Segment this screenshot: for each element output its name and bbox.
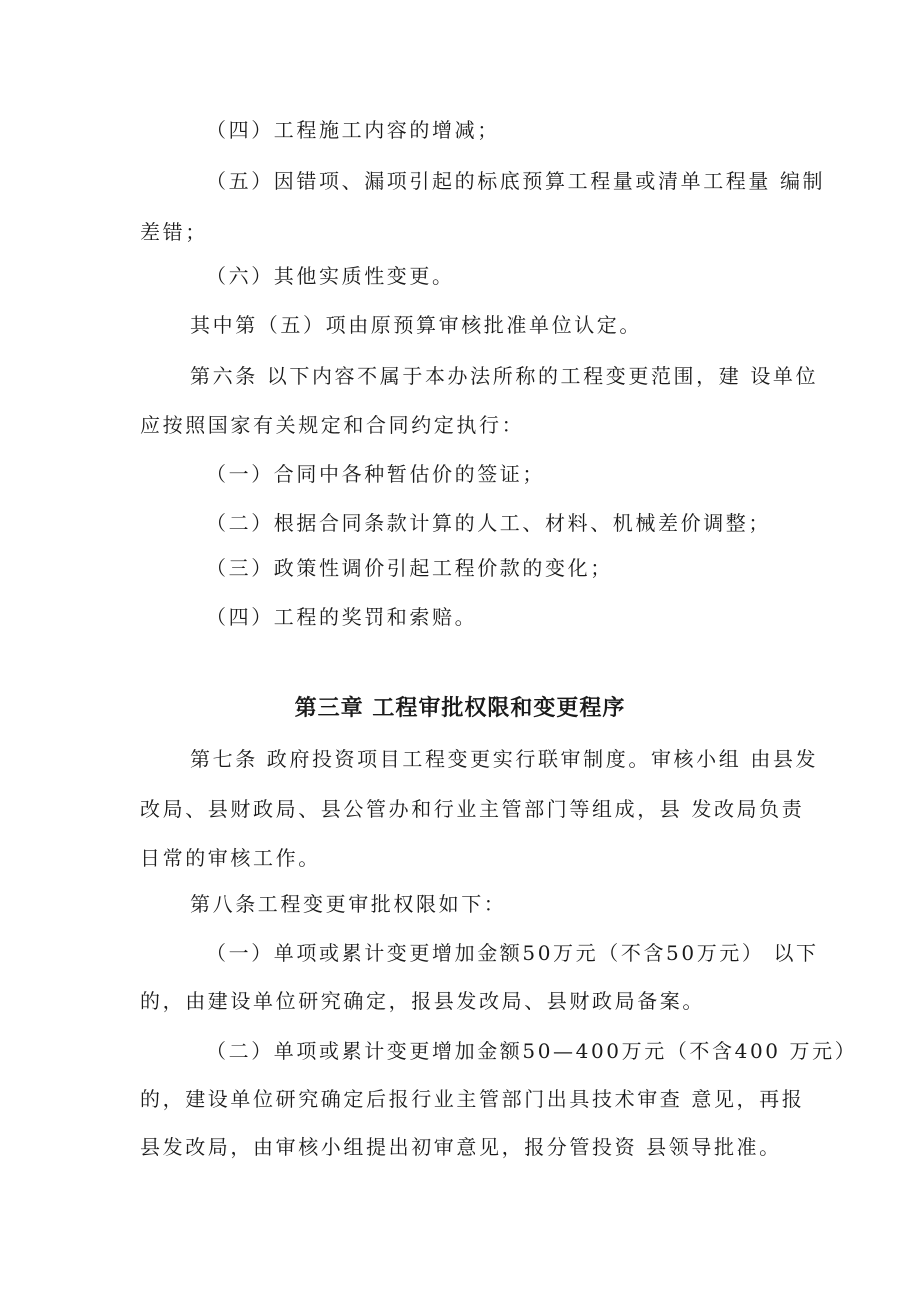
- chapter-title: 第三章 工程审批权限和变更程序: [294, 696, 626, 721]
- paragraph-line: （六）其他实质性变更。: [206, 264, 455, 288]
- paragraph-line: 其中第（五）项由原预算审核批准单位认定。: [190, 313, 642, 337]
- paragraph-line: 应按照国家有关规定和合同约定执行：: [140, 413, 525, 437]
- paragraph-line: （四）工程施工内容的增减；: [206, 118, 500, 142]
- paragraph-line: 第八条工程变更审批权限如下：: [190, 892, 507, 916]
- paragraph-line: 第七条 政府投资项目工程变更实行联审制度。审核小组 由县发: [190, 747, 819, 771]
- paragraph-line: （二）根据合同条款计算的人工、材料、机械差价调整；: [206, 511, 771, 535]
- paragraph-line: 第六条 以下内容不属于本办法所称的工程变更范围，建 设单位: [190, 364, 819, 388]
- paragraph-line: （五）因错项、漏项引起的标底预算工程量或清单工程量 编制: [206, 169, 826, 193]
- paragraph-line: 日常的审核工作。: [140, 846, 321, 870]
- paragraph-line: 差错；: [140, 220, 208, 244]
- paragraph-line: （四）工程的奖罚和索赔。: [206, 605, 478, 629]
- paragraph-line: 的，建设单位研究确定后报行业主管部门出具技术审查 意见，再报: [140, 1087, 805, 1111]
- paragraph-line: （一）单项或累计变更增加金额50万元（不含50万元） 以下: [206, 941, 819, 965]
- paragraph-line: 的，由建设单位研究确定，报县发改局、县财政局备案。: [140, 989, 705, 1013]
- paragraph-line: （三）政策性调价引起工程价款的变化；: [206, 556, 613, 580]
- paragraph-line: 县发改局，由审核小组提出初审意见，报分管投资 县领导批准。: [140, 1135, 782, 1159]
- paragraph-line: （一）合同中各种暂估价的签证；: [206, 462, 545, 486]
- paragraph-line: 改局、县财政局、县公管办和行业主管部门等组成，县 发改局负责: [140, 797, 805, 821]
- paragraph-line: （二）单项或累计变更增加金额50—400万元（不含400 万元）: [206, 1039, 858, 1063]
